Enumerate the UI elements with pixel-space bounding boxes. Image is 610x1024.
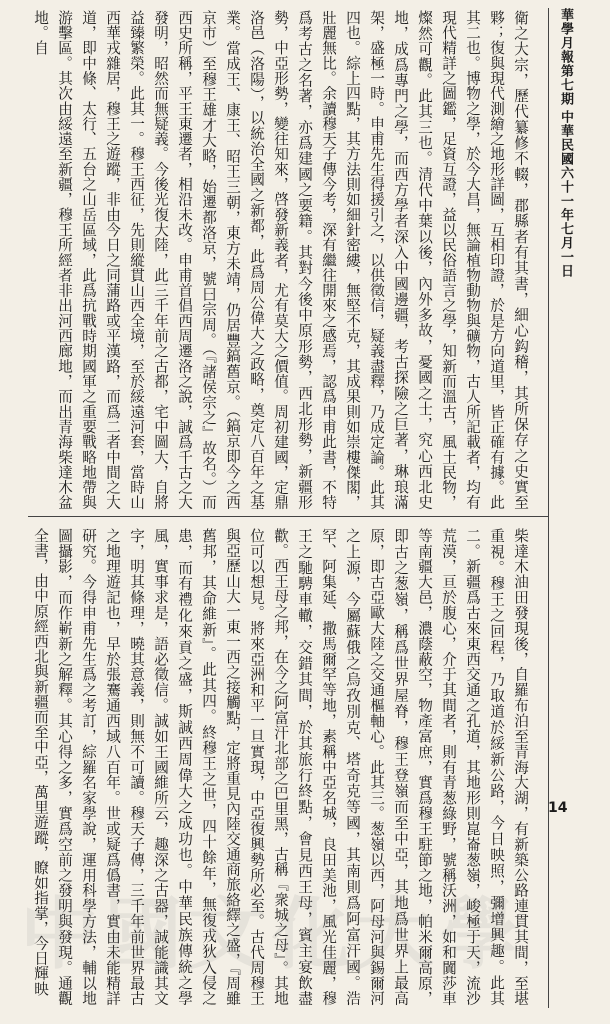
top-paragraphs: 衛之大宗，歷代纂修不輟，郡縣者有其書，細心鈎稽，其所保存之史實至夥；復與現代測繪之地形詳圖，互相印證，於是方向道里，皆正確有據。此其二也。博物之學，於今大昌，無論植物動物與礦物，古人所記載者，均有現代精詳之圖鑑，足資互證，益以民俗語言之學，知新而溫古，風土民物，燦然可觀。此其三也。清代中葉以後，內外多故，憂國之士，究心西北史地，成爲專門之學，而西方學者深入中國邊疆，考古探險之巨著，琳琅滿架，盛極一時。申甫先生得援引之，以供徵信，疑義盡釋，乃成定論。此其四也。綜上四點，其方法則如細針密縷，無堅不克，其成果則如崇樓傑閣，壯麗無比。余讀穆天子傳今考，深有繼往開來之感焉，認爲申甫此書，不特爲考古之名著，亦爲建國之要籍。其對今後中原形勢，西北形勢，新疆形勢，中亞形勢，變往知來，啓發新義者，尤有莫大之價值。周初建國，定鼎洛邑（洛陽），以統治全國之新都，此爲周公偉大之政略，奠定八百年之基業。當成王、康王、昭王三朝，東方未靖，仍居豐鎬舊京。（鎬京即今之西京市）至穆王雄才大略，始遷都洛京，號曰宗周。（『諸侯宗之』故名。）而西史所稱，平王東遷者，相沿未改。申甫首倡西周遷洛之說，誠爲千古之大發明，昭然而無疑義。今後光復大陸，此三千年前之古都，宅中圖大，自將益臻繁榮。此其一。穆王西征，先則縱貫山西全境，至於綏遠河套，當時山西華戎雜居，穆王之遊蹤，非由今日之同蒲路或平漢路，而爲二者中間之大道，即中條、太行、五台之山岳區域，此爲抗戰時期國軍之重要戰略地帶與游擊區。其次由綏遠至新疆，穆王所經者非出河西廊地，而出青海柴達木盆地。自 [32,10,529,510]
page-number: 14 [548,800,568,816]
bottom-text-block [32,528,532,1006]
watermark-text: 中國文化大學 [20,890,525,980]
section-divider [28,516,548,517]
journal-title: 華學月報第七期 [558,8,573,106]
bottom-paragraphs: 柴達木油田發現後，自羅布泊至青海大湖，有新築公路連貫其間，至堪重視。穆王之回程，乃取道於綏新公路，今日映照，彌增興趣。此其二。新疆爲古來東西交通之孔道，其地形則崑崙葱嶺，峻極于天，流沙荒漠，亘於腹心，介于其間者，則有青葱綠野，號稱沃洲，如和闐莎車等南疆大邑，濃蔭蔽空，物產富庶，實爲穆王駐節之地，帕米爾高原，即古之葱嶺，稱爲世界屋脊，穆王登嶺而至中亞，其地爲世界上最高原，即古亞歐大陸之交通樞軸心。此其三。葱嶺以西，阿母河與錫爾河之上源，今屬蘇俄之烏孜別克、塔奇克等國，其南則爲阿富汗國。浩罕、阿集延、撒馬爾罕等地，素稱中亞名城，良田美池，風光佳麗，穆王之馳騁車轍，交錯其間，於其旅行終點，會見西王母，賓主宴飲盡歡。西王母之邦，在今之阿富汗北部之巴里黑，古稱『衆城之母』。其地位可以想見。將來亞洲和平一旦實現，中亞復興勢所必至。古代周穆王與亞歷山大一東一西之接觸點，定將重見內陸交通商旅絡繹之盛，『周雖舊邦，其命維新』。此其四。終穆王之世，四十餘年，無復戎狄入侵之患，而有禮化來貢之盛，斯誠西周偉大之成功也。中華民族傳統之學風，實事求是，語必徵信。誠如王國維所云，趣深之古器，誠能識其文字，明其條理，曉其意義，則無不可讀。穆天子傳，三千年前世界最古之地理遊記也，早於張騫通西域八百年。世或疑爲僞書，實由未能精詳研究。今得申甫先生爲之考訂，綜羅名家學說，運用科學方法，輔以地圖攝影，而作嶄新之解釋。其心得之多，實爲空前之發明與發現。通觀全書，由中原經西北與新疆而至中亞，萬里遊蹤，瞭如指掌，今日輝映 [32,528,529,1006]
header-divider [548,8,549,1008]
top-text-block [32,10,532,510]
publication-date: 中華民國六十一年七月一日 [558,110,573,278]
